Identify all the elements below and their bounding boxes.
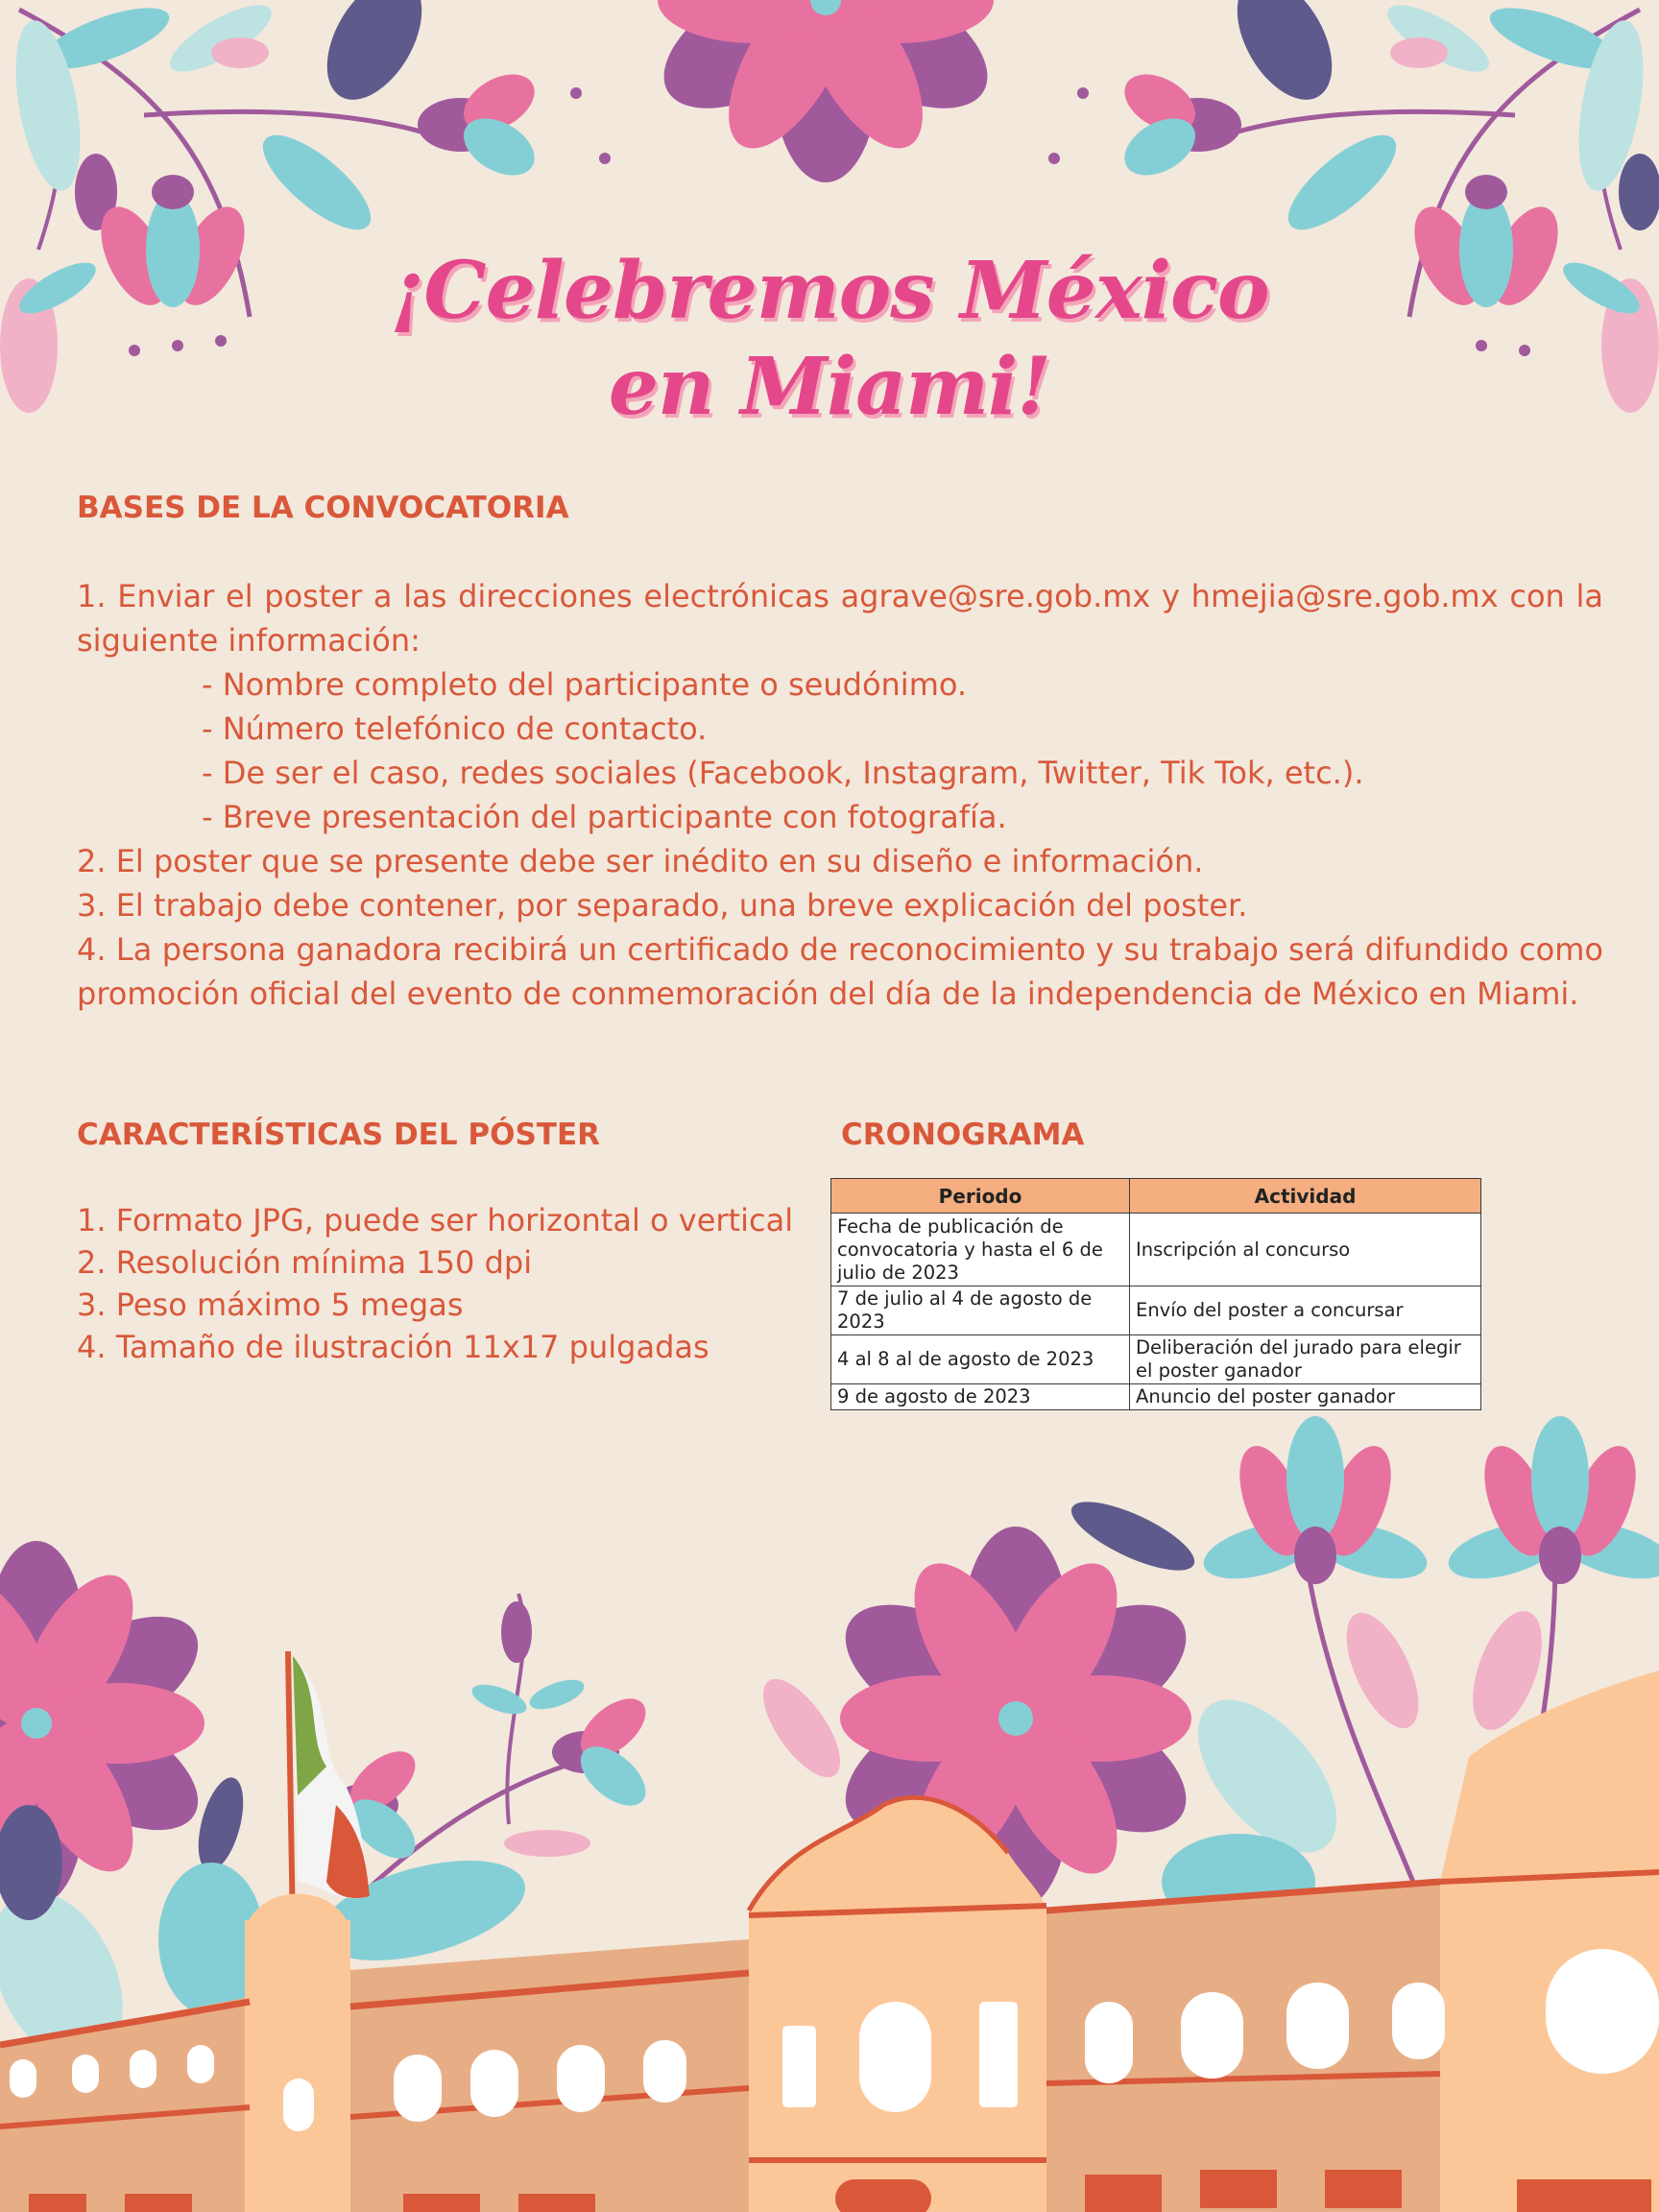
bases-item-4: 4. La persona ganadora recibirá un certificado de reconocimiento y su trabajo será difundido como promoción oficial del evento de conmemoración del día de la independencia de México en Miami. (77, 931, 1603, 1012)
page-title-line1: ¡Celebremos México (390, 245, 1269, 337)
bases-sub-item: - De ser el caso, redes sociales (Facebook, Instagram, Twitter, Tik Tok, etc.). (202, 755, 1364, 791)
bases-sub-item: - Número telefónico de contacto. (202, 710, 708, 747)
caracteristica-item: 3. Peso máximo 5 megas (77, 1286, 464, 1323)
table-row (831, 1214, 1481, 1286)
bases-item-2: 2. El poster que se presente debe ser inédito en su diseño e información. (77, 843, 1204, 879)
table-cell-actividad: Inscripción al concurso (1130, 1214, 1481, 1286)
table-cell-actividad: Deliberación del jurado para elegir el poster ganador (1130, 1335, 1481, 1384)
table-cell-periodo: Fecha de publicación de convocatoria y hasta el 6 de julio de 2023 (831, 1214, 1130, 1286)
table-row (831, 1335, 1481, 1384)
top-center-flower (641, 0, 1010, 182)
cronograma-heading: CRONOGRAMA (841, 1118, 1085, 1152)
column-header-actividad: Actividad (1130, 1179, 1481, 1214)
cronograma-table (830, 1178, 1481, 1410)
bases-sub-item: - Nombre completo del participante o seudónimo. (202, 666, 968, 703)
caracteristica-item: 2. Resolución mínima 150 dpi (77, 1244, 533, 1281)
caracteristica-item: 4. Tamaño de ilustración 11x17 pulgadas (77, 1329, 709, 1365)
table-cell-actividad: Anuncio del poster ganador (1130, 1384, 1481, 1410)
table-cell-periodo: 7 de julio al 4 de agosto de 2023 (831, 1286, 1130, 1335)
table-header-row (831, 1179, 1481, 1214)
column-header-periodo: Periodo (831, 1179, 1130, 1214)
table-row (831, 1286, 1481, 1335)
caracteristica-item: 1. Formato JPG, puede ser horizontal o vertical (77, 1202, 794, 1238)
table-cell-periodo: 9 de agosto de 2023 (831, 1384, 1130, 1410)
page-title-line2: en Miami! (608, 341, 1051, 433)
bases-item-1: 1. Enviar el poster a las direcciones electrónicas agrave@sre.gob.mx y hmejia@sre.gob.mx con la siguiente información: (77, 578, 1603, 659)
table-cell-periodo: 4 al 8 al de agosto de 2023 (831, 1335, 1130, 1384)
bases-heading: BASES DE LA CONVOCATORIA (77, 491, 569, 525)
bases-sub-item: - Breve presentación del participante con fotografía. (202, 799, 1007, 835)
table-cell-actividad: Envío del poster a concursar (1130, 1286, 1481, 1335)
bases-item-3: 3. El trabajo debe contener, por separado, una breve explicación del poster. (77, 887, 1248, 924)
caracteristicas-heading: CARACTERÍSTICAS DEL PÓSTER (77, 1118, 600, 1152)
table-row (831, 1384, 1481, 1410)
